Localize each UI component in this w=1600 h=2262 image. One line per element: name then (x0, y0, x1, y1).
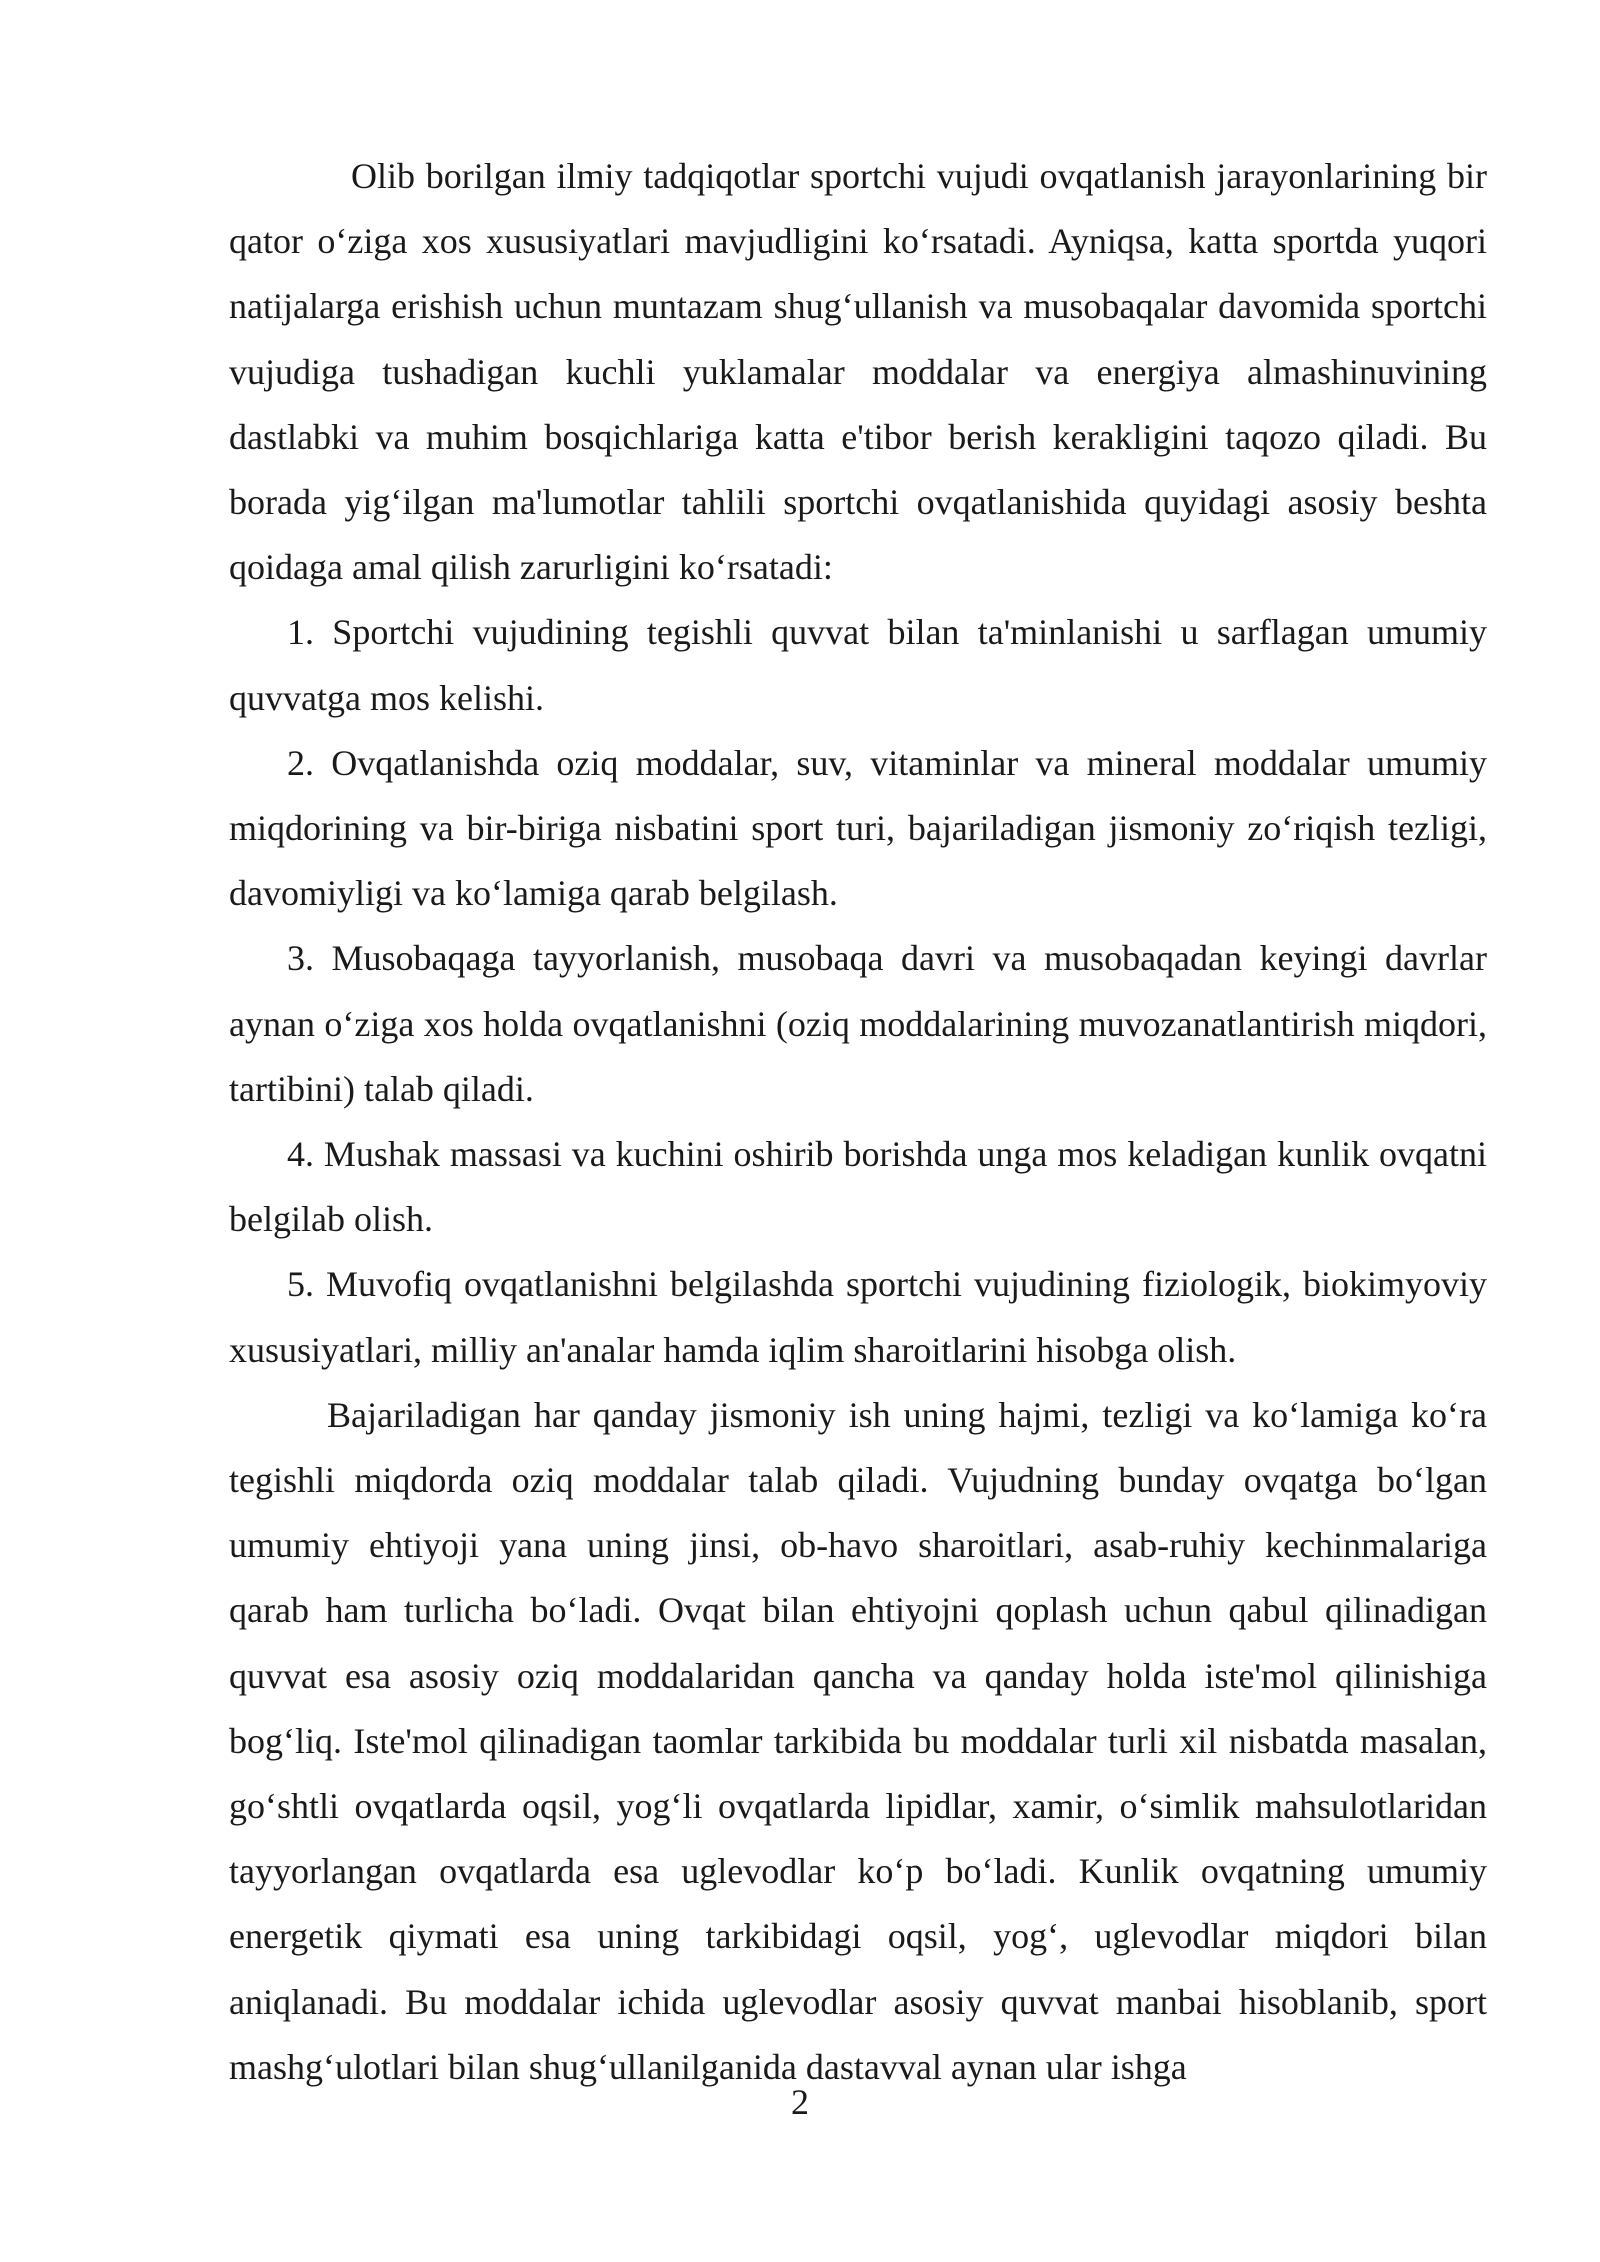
document-page (229, 144, 1487, 2100)
page-number: 2 (791, 2082, 809, 2122)
list-item-2: 2. Ovqatlanishda oziq moddalar, suv, vitaminlar va mineral moddalar umumiy miqdorining va bir-biriga nisbatini sport turi, bajariladigan jismoniy zo‘riqish tezligi, davomiyligi va ko‘lamiga qarab belgilash. (229, 742, 1487, 914)
list-item-4: 4. Mushak massasi va kuchini oshirib borishda unga mos keladigan kunlik ovqatni belgilab olish. (229, 1134, 1487, 1240)
paragraph-body: Bajariladigan har qanday jismoniy ish uning hajmi, tezligi va ko‘lamiga ko‘ra tegishli miqdorda oziq moddalar talab qiladi. Vujudning bunday ovqatga bo‘lgan umumiy ehtiyoji yana uning jinsi, ob-havo sharoitlari, asab-ruhiy kechinmalariga qarab ham turlicha bo‘ladi. Ovqat bilan ehtiyojni qoplash uchun qabul qilinadigan quvvat esa asosiy oziq moddalaridan qancha va qanday holda iste'mol qilinishiga bog‘liq. Iste'mol qilinadigan taomlar tarkibida bu moddalar turli xil nisbatda masalan, go‘shtli ovqatlarda oqsil, yog‘li ovqatlarda lipidlar, xamir, o‘simlik mahsulotlaridan tayyorlangan ovqatlarda esa uglevodlar ko‘p bo‘ladi. Kunlik ovqatning umumiy energetik qiymati esa uning tarkibidagi oqsil, yog‘, uglevodlar miqdori bilan aniqlanadi. Bu moddalar ichida uglevodlar asosiy quvvat manbai hisoblanib, sport mashg‘ulotlari bilan shug‘ullanilganida dastavval aynan ular ishga (229, 1394, 1487, 2087)
list-item-5: 5. Muvofiq ovqatlanishni belgilashda sportchi vujudining fiziologik, biokimyoviy xususiyatlari, milliy an'analar hamda iqlim sharoitlarini hisobga olish. (229, 1264, 1487, 1370)
list-item-1: 1. Sportchi vujudining tegishli quvvat bilan ta'minlanishi u sarflagan umumiy quvvatga mos kelishi. (229, 612, 1487, 718)
paragraph-intro: Olib borilgan ilmiy tadqiqotlar sportchi vujudi ovqatlanish jarayonlarining bir qator o‘ziga xos xususiyatlari mavjudligini ko‘rsatadi. Ayniqsa, katta sportda yuqori natijalarga erishish uchun muntazam shug‘ullanish va musobaqalar davomida sportchi vujudiga tushadigan kuchli yuklamalar moddalar va energiya almashinuvining dastlabki va muhim bosqichlariga katta e'tibor berish kerakligini taqozo qiladi. Bu borada yig‘ilgan ma'lumotlar tahlili sportchi ovqatlanishida quyidagi asosiy beshta qoidaga amal qilish zarurligini ko‘rsatadi: (229, 156, 1487, 588)
list-item-3: 3. Musobaqaga tayyorlanish, musobaqa davri va musobaqadan keyingi davrlar aynan o‘ziga xos holda ovqatlanishni (oziq moddalarining muvozanatlantirish miqdori, tartibini) talab qiladi. (229, 938, 1487, 1109)
